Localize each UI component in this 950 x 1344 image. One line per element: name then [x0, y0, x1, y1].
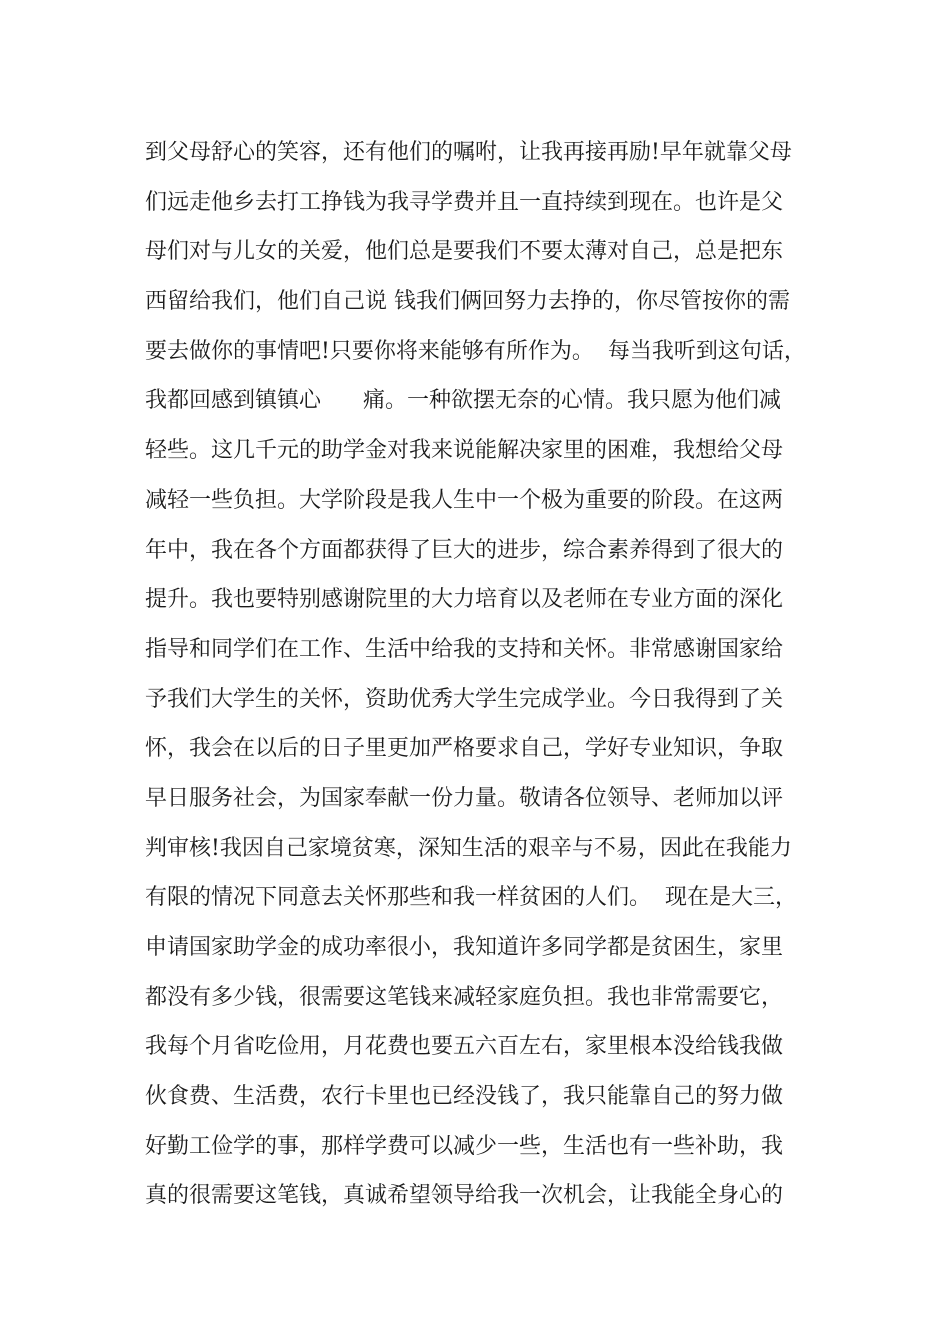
text-line: 指导和同学们在工作、生活中给我的支持和关怀。非常感谢国家给: [145, 636, 784, 662]
text-line: 我每个月省吃俭用，月花费也要五六百左右，家里根本没给钱我做: [145, 1034, 784, 1060]
text-line: 减轻一些负担。大学阶段是我人生中一个极为重要的阶段。在这两: [145, 487, 784, 513]
text-line: 真的很需要这笔钱，真诚希望领导给我一次机会，让我能全身心的: [145, 1183, 784, 1209]
text-line: 到父母舒心的笑容，还有他们的嘱咐，让我再接再励!早年就靠父母: [145, 140, 792, 165]
text-line: 提升。我也要特别感谢院里的大力培育以及老师在专业方面的深化: [145, 587, 784, 613]
text-line: 轻些。这几千元的助学金对我来说能解决家里的困难，我想给父母: [145, 438, 784, 464]
text-line: 早日服务社会，为国家奉献一份力量。敬请各位领导、老师加以评: [145, 785, 784, 811]
text-line: 们远走他乡去打工挣钱为我寻学费并且一直持续到现在。也许是父: [145, 189, 784, 215]
text-line: 都没有多少钱，很需要这笔钱来减轻家庭负担。我也非常需要它，: [145, 984, 784, 1010]
text-line: 母们对与儿女的关爱，他们总是要我们不要太薄对自己，总是把东: [145, 239, 784, 265]
text-line: 伙食费、生活费，农行卡里也已经没钱了，我只能靠自己的努力做: [145, 1084, 784, 1110]
text-line: 予我们大学生的关怀，资助优秀大学生完成学业。今日我得到了关: [145, 686, 784, 712]
body-text: [145, 128, 825, 1221]
text-line: 要去做你的事情吧!只要你将来能够有所作为。 每当我听到这句话，: [145, 338, 806, 364]
text-line: 西留给我们，他们自己说 钱我们俩回努力去挣的，你尽管按你的需: [145, 289, 790, 315]
text-line: 我都回感到镇镇心 痛。一种欲摆无奈的心情。我只愿为他们减: [145, 388, 781, 414]
text-line: 有限的情况下同意去关怀那些和我一样贫困的人们。 现在是大三，: [145, 885, 797, 911]
text-line: 判审核!我因自己家境贫寒，深知生活的艰辛与不易，因此在我能力: [145, 835, 792, 861]
text-line: 好勤工俭学的事，那样学费可以减少一些，生活也有一些补助，我: [145, 1133, 784, 1159]
text-line: 年中，我在各个方面都获得了巨大的进步，综合素养得到了很大的: [145, 537, 784, 563]
text-line: 申请国家助学金的成功率很小，我知道许多同学都是贫困生，家里: [145, 935, 784, 960]
text-line: 怀，我会在以后的日子里更加严格要求自己，学好专业知识，争取: [145, 736, 784, 762]
